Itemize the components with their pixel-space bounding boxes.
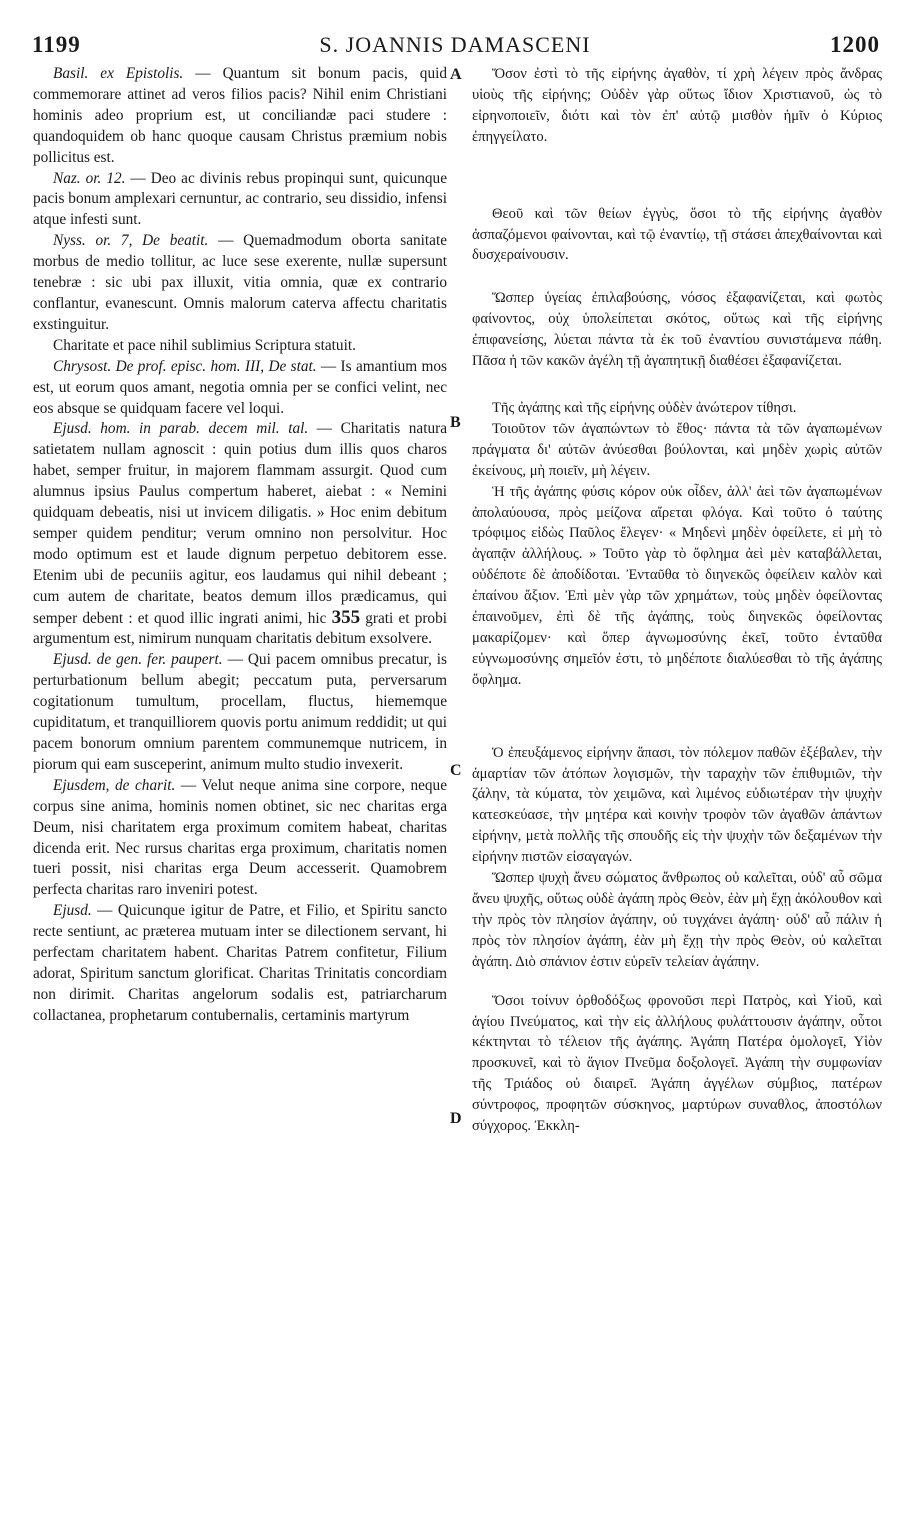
latin-text: grati et probi argumentum est, nimirum nunquam charitatis debitum exsolvere. (33, 609, 447, 648)
margin-letter-a: A (450, 66, 462, 83)
latin-paragraph (33, 231, 447, 336)
page-header (30, 32, 880, 62)
latin-paragraph (33, 901, 447, 1026)
right-page-number: 1200 (830, 32, 880, 57)
source-citation: Ejusd. (53, 902, 92, 920)
source-citation: Ejusd. de gen. fer. paupert. (53, 651, 223, 669)
greek-paragraph: Τοιοῦτον τῶν ἀγαπώντων τὸ ἔθος· πάντα τὰ τῶν ἀγαπωμένων πράγματα δι' αὐτῶν ἀνύεσθαι βούλονται, καὶ μηδὲν χωρὶς αὐτῶν ἐκείνους, μὴ ποιεῖν, μὴ λέγειν. (472, 420, 882, 479)
greek-paragraph: Θεοῦ καὶ τῶν θείων ἐγγὺς, ὅσοι τὸ τῆς εἰρήνης ἀγαθὸν ἀσπαζόμενοι φαίνονται, καὶ τῷ ἐναντίῳ, τῇ στάσει ἀπεχθαίνονται καὶ δυσχεραίνουσιν. (472, 205, 882, 264)
latin-paragraph (33, 64, 447, 169)
source-citation: Naz. or. 12. (53, 169, 126, 187)
latin-paragraph (33, 419, 447, 650)
running-title: S. JOANNIS DAMASCENI (319, 32, 591, 57)
margin-letter-b: B (450, 414, 461, 431)
latin-text: — Velut neque anima sine corpore, neque corpus sine anima, hominis nomen obtinet, sic nec charitas erga Deum, nisi charitatem erga proximum comitem habeat, charitas dicenda erit. Nec rursus charitas erga proximum, charitatis nomen tueri possit, nisi charitas erga Deum accesserit. Quamobrem perfecta charitas raro inveniri potest. (33, 776, 447, 899)
left-page-number: 1199 (32, 32, 81, 57)
page-marker: 355 (331, 606, 361, 628)
source-citation: Ejusd. hom. in parab. decem mil. tal. (53, 420, 309, 438)
greek-paragraph: Ὥσπερ ὑγείας ἐπιλαβούσης, νόσος ἐξαφανίζεται, καὶ φωτὸς φαίνοντος, οὐχ ὑπολείπεται σκότος, οὕτως καὶ τῆς εἰρήνης ἐπιφανείσης, λύεται πάντα τὰ ἐκ τοῦ ἐναντίου συνιστάμενα πάθη. Πᾶσα ἡ τῶν κακῶν ἀγέλη τῇ ἀγαπητικῇ διαθέσει ἐξαφανίζεται. (472, 290, 882, 370)
latin-column (33, 64, 447, 1027)
greek-paragraph: Ὥσπερ ψυχὴ ἄνευ σώματος ἄνθρωπος οὐ καλεῖται, οὐδ' αὖ σῶμα ἄνευ ψυχῆς, οὕτως οὐδὲ ἀγάπη πρὸς Θεὸν, ἐὰν μὴ ἔχῃ ἀκόλουθον καὶ τὴν πρὸς τὸν πλησίον ἀγάπην, οὐ τυγχάνει ἀγάπη· οὐδ' αὖ πάλιν ἡ πρὸς τὸν πλησίον ἀγάπη, ἐὰν μὴ ἔχῃ τὴν πρὸς Θεὸν, οὐ καλεῖται ἀγάπη. Διὸ σπάνιον ἐστιν εὑρεῖν τελείαν ἀγάπην. (472, 870, 882, 970)
greek-paragraph: Ὅσοι τοίνυν ὀρθοδόξως φρονοῦσι περὶ Πατρὸς, καὶ Υἱοῦ, καὶ ἁγίου Πνεύματος, καὶ τὴν εἰς ἀλλήλους φυλάττουσιν ἀγάπην, οὗτοι κέκτηνται τὸ τέλειον τῆς ἀγάπης. Ἀγάπη Πατέρα ὁμολογεῖ, Υἱὸν προσκυνεῖ, καὶ τὸ ἅγιον Πνεῦμα δοξολογεῖ. Ἀγάπη τὴν συμφωνίαν τῆς Τριάδος οὐ διαιρεῖ. Ἀγάπη ἀγγέλων σύμβιος, πατέρων σύντροφος, προφητῶν σύσκηνος, μαρτύρων συναθλος, ἀποστόλων σύγχορος. Ἐκκλη- (472, 992, 882, 1135)
latin-text: — Qui pacem omnibus precatur, is perturbationum bellum abegit; peccatum puta, perversarum cogitationum tumultum, procellam, fluctus, hiememque cupiditatum, et tranquilliorem quovis portu animum reddidit; ut qui pacem bonorum omnium parentem communemque nutricem, in piorum qui eam susceperint, animum multo studio invexerit. (33, 651, 447, 773)
source-citation: Chrysost. De prof. episc. hom. III, De stat. (53, 357, 317, 375)
latin-paragraph (33, 336, 447, 357)
source-citation: Ejusdem, de charit. (53, 776, 176, 794)
margin-letter-c: C (450, 762, 462, 779)
greek-paragraph: Ὁ ἐπευξάμενος εἰρήνην ἅπασι, τὸν πόλεμον παθῶν ἐξέβαλεν, τὴν ἁμαρτίαν τῶν ἀτόπων λογισμῶν, τὴν ταραχὴν τῶν ἐπιθυμιῶν, τὴν ζάλην, τὰ κύματα, τὸν χειμῶνα, καὶ λιμένος εὐδιωτέραν τὴν ψυχὴν κατεσκεύασε, τὴν μητέρα καὶ κοινὴν τροφὸν τῶν ἀγαθῶν ἁπάντων εἰρήνην, μετὰ πολλῆς τῆς σπουδῆς εἰς τὴν ψυχὴν τῶν δεξαμένων τὴν εἰρήνην πιστῶν εἰσαγαγών. (472, 744, 882, 866)
latin-text: Charitate et pace nihil sublimius Scriptura statuit. (53, 336, 356, 354)
latin-text: — Charitatis natura satietatem nullam agnoscit : quin potius dum illis quos charos habet, semper fruitur, in majorem flammam assurgit. Quod cum alumnus ipsius Paulus compertum haberet, aiebat : « Nemini quidquam debeatis, nisi ut invicem diligatis. » Hoc enim debitum semper quidem penditur; verum omnino non persolvitur. Hoc modo optimum est et laude dignum perpetuo debitorem esse. Etenim ubi de pecuniis agitur, eos laudamus qui nihil debeant ; cum autem de charitate, beatos demum illos prædicamus, qui semper debent : et quod illic ingrati animi, hic (33, 420, 447, 627)
latin-paragraph (33, 650, 447, 775)
latin-text: — Quicunque igitur de Patre, et Filio, et Spiritu sancto recte sentiunt, ac præterea mutuam inter se dilectionem servant, hi perfectam charitatem habent. Charitas Patrem confitetur, Filium adorat, Spiritum sanctum glorificat. Charitas Trinitatis concordiam non dirimit. Charitas angelorum sodalis est, patriarcharum collactanea, prophetarum contubernalis, certaminis martyrum (33, 902, 447, 1024)
greek-paragraph: Τῆς ἀγάπης καὶ τῆς εἰρήνης οὐδὲν ἀνώτερον τίθησι. (492, 399, 797, 416)
latin-paragraph (33, 776, 447, 901)
latin-text: — Is amantium mos est, ut eorum quos amant, negotia omnia per se confici velint, nec eos absque se quidquam facere vel loqui. (33, 357, 447, 417)
margin-letter-d: D (450, 1110, 462, 1127)
greek-column (472, 64, 882, 1137)
latin-paragraph (33, 357, 447, 420)
latin-paragraph (33, 169, 447, 232)
source-citation: Nyss. or. 7, De beatit. (53, 232, 209, 250)
latin-text: — Quemadmodum oborta sanitate morbus de medio tollitur, ac luce sese exerente, nullæ supersunt tenebræ : sic ubi pax illuxit, vitia omnia, quæ ex contrario conflantur, evanescunt. Omnis malorum caterva affectu charitatis exstinguitur. (33, 232, 447, 333)
greek-paragraph: Ὅσον ἐστὶ τὸ τῆς εἰρήνης ἀγαθὸν, τί χρὴ λέγειν πρὸς ἄνδρας υἱοὺς τῆς εἰρήνης; Οὐδὲν γὰρ οὕτως ἴδιον Χριστιανοῦ, ὡς τὸ εἰρηνοποιεῖν, διότι καὶ τὸν ἐπ' αὐτῷ μισθὸν ἡμῖν ὁ Κύριος ἐπηγγείλατο. (472, 66, 882, 145)
latin-text: — Quantum sit bonum pacis, quid commemorare attinet ad veros filios pacis? Nihil enim Christiani hominis adeo proprium est, ut conciliandæ paci studere : quandoquidem ob hanc quoque causam Christus præmium nobis pollicitus est. (33, 65, 447, 166)
greek-paragraph: Ἡ τῆς ἀγάπης φύσις κόρον οὐκ οἶδεν, ἀλλ' ἀεὶ τῶν ἀγαπωμένων ἀπολαύουσα, πρὸς μείζονα αἴρεται φλόγα. Καὶ τοῦτο ὁ ταύτης τρόφιμος εἰδὼς Παῦλος ἔλεγεν· « Μηδενὶ μηδὲν ὀφείλετε, εἰ μὴ τὸ ἀγαπᾷν ἀλλήλους. » Τοῦτο γὰρ τὸ ὄφλημα ἀεὶ μὲν καταβάλλεται, οὐδέποτε δὲ ἀποδίδοται. Ἐνταῦθα τὸ διηνεκῶς ὀφείλειν καλὸν καὶ ἐπαίνου ἄξιον. Ἐπὶ μὲν γὰρ τῶν χρημάτων, τοὺς μηδὲν ὀφείλοντας ἐπαινοῦμεν, ἐπὶ δὲ τῆς ἀγάπης, τοὺς διηνεκῶς ὀφείλοντας μακαρίζομεν· καὶ ὅπερ ἀγνωμοσύνης ἐκεῖ, τοῦτο ἐνταῦθα εὐγνωμοσύνης σημεῖόν ἐστι, τὸ μηδέποτε διαλύεσθαι τὸ τῆς ἀγάπης ὄφλημα. (472, 483, 882, 688)
source-citation: Basil. ex Epistolis. (53, 65, 184, 82)
latin-text: — Deo ac divinis rebus propinqui sunt, quicunque pacis bonum amplexari cernuntur, ac contrario, seu dissidio, infensi atque infesti sunt. (33, 169, 447, 229)
